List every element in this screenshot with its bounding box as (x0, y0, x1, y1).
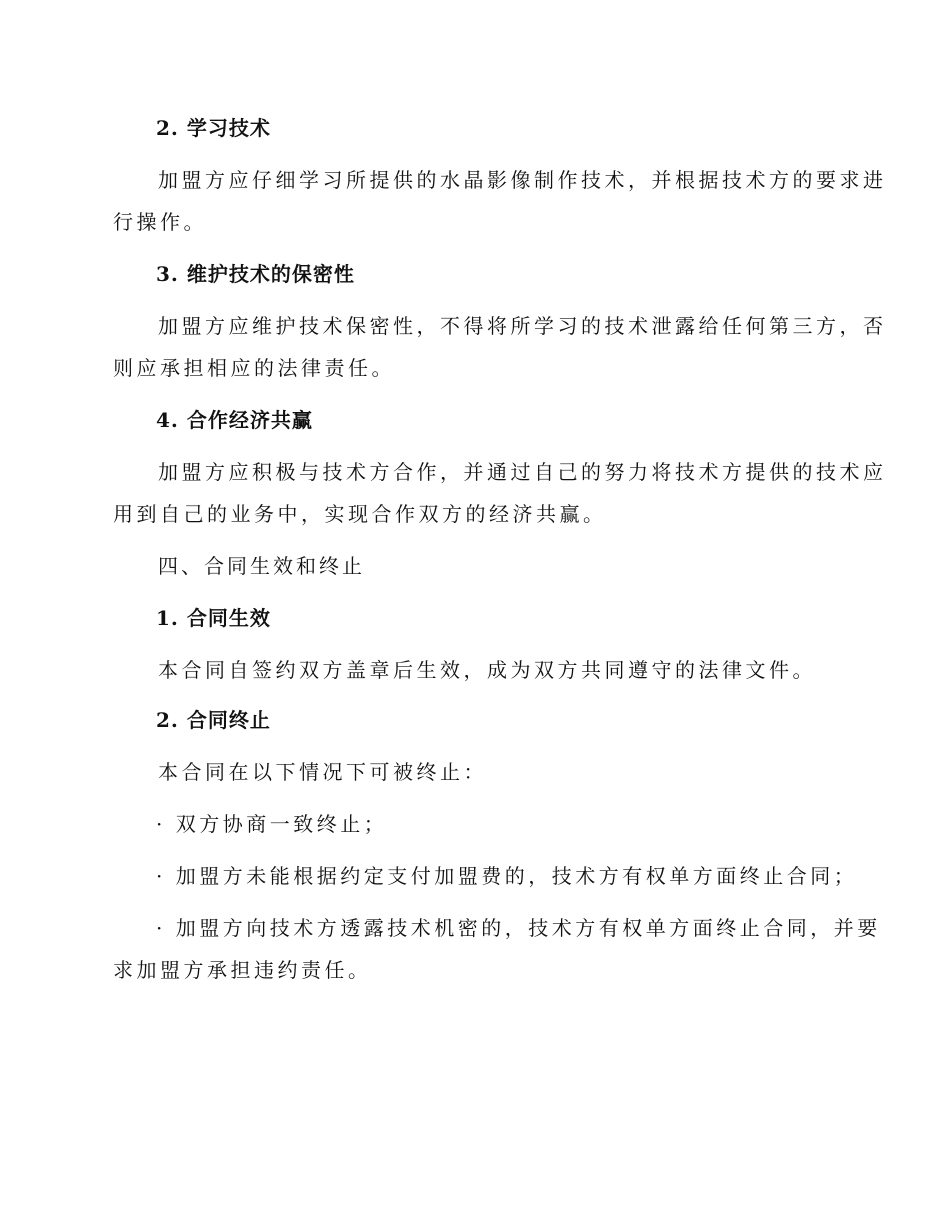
section-heading-learn-tech: 2. 学习技术 (156, 116, 271, 140)
paragraph-line: 加盟方应仔细学习所提供的水晶影像制作技术，并根据技术方的要求进 (158, 168, 887, 192)
bullet-item-continuation: 求加盟方承担违约责任。 (113, 958, 372, 982)
paragraph-line: 则应承担相应的法律责任。 (113, 356, 395, 380)
paragraph-line: 加盟方应积极与技术方合作，并通过自己的努力将技术方提供的技术应 (158, 460, 887, 484)
paragraph-line: 用到自己的业务中，实现合作双方的经济共赢。 (113, 502, 607, 526)
section-heading-contract-termination: 2. 合同终止 (156, 708, 271, 732)
section-heading-confidentiality: 3. 维护技术的保密性 (156, 262, 355, 286)
bullet-item: · 加盟方向技术方透露技术机密的，技术方有权单方面终止合同，并要 (156, 916, 881, 940)
section-heading-win-win: 4. 合作经济共赢 (156, 408, 313, 432)
paragraph-line: 本合同自签约双方盖章后生效，成为双方共同遵守的法律文件。 (158, 658, 816, 682)
paragraph-line: 加盟方应维护技术保密性，不得将所学习的技术泄露给任何第三方，否 (158, 314, 887, 338)
paragraph-line: 行操作。 (113, 210, 207, 234)
paragraph-line: 本合同在以下情况下可被终止： (158, 760, 487, 784)
section-heading-contract-effect: 1. 合同生效 (156, 606, 271, 630)
chapter-heading: 四、合同生效和终止 (158, 554, 365, 578)
bullet-item: · 双方协商一致终止； (156, 812, 388, 836)
bullet-item: · 加盟方未能根据约定支付加盟费的，技术方有权单方面终止合同； (156, 864, 858, 888)
